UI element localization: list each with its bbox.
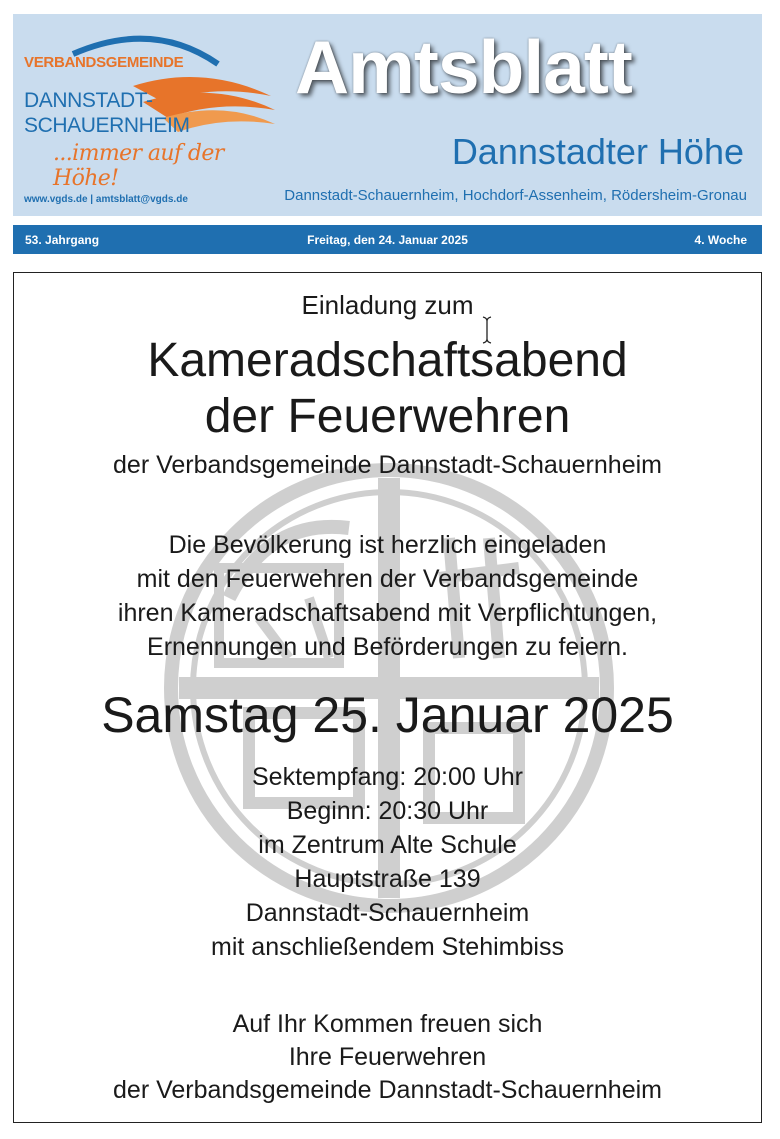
closing-line: Ihre Feuerwehren bbox=[288, 1043, 487, 1071]
closing bbox=[14, 1008, 761, 1107]
invitation-headline bbox=[14, 333, 761, 445]
body-line: mit den Feuerwehren der Verbandsgemeinde bbox=[136, 565, 639, 593]
masthead bbox=[13, 14, 762, 216]
logo-slogan: ...immer auf der Höhe! bbox=[53, 141, 224, 191]
invitation-box bbox=[13, 272, 762, 1123]
body-line: ihren Kameradschaftsabend mit Verpflichtungen, bbox=[117, 599, 658, 627]
detail-line: Hauptstraße 139 bbox=[294, 865, 481, 893]
headline-line-2: der Feuerwehren bbox=[204, 390, 571, 443]
week-label: 4. Woche bbox=[694, 233, 747, 247]
closing-line: der Verbandsgemeinde Dannstadt-Schauernheim bbox=[113, 1076, 662, 1104]
places-line: Dannstadt-Schauernheim, Hochdorf-Assenheim, Rödersheim-Gronau bbox=[284, 187, 747, 204]
logo-top-text: VERBANDSGEMEINDE bbox=[24, 54, 184, 71]
publication-title: Amtsblatt bbox=[295, 25, 632, 109]
publication-subtitle: Dannstadter Höhe bbox=[451, 131, 744, 172]
body-line: Die Bevölkerung ist herzlich eingeladen bbox=[168, 531, 607, 559]
invitation-intro: Einladung zum bbox=[301, 290, 474, 320]
volume-label: 53. Jahrgang bbox=[25, 233, 100, 247]
invitation-body bbox=[14, 528, 761, 664]
event-details bbox=[14, 760, 761, 964]
detail-line: mit anschließendem Stehimbiss bbox=[211, 933, 564, 961]
detail-line: im Zentrum Alte Schule bbox=[258, 831, 517, 859]
headline-line-1: Kameradschaftsabend bbox=[147, 334, 628, 387]
detail-line: Beginn: 20:30 Uhr bbox=[286, 797, 489, 825]
closing-line: Auf Ihr Kommen freuen sich bbox=[232, 1010, 543, 1038]
municipality-logo bbox=[13, 14, 283, 216]
detail-line: Sektempfang: 20:00 Uhr bbox=[252, 763, 523, 791]
issue-info-bar bbox=[13, 225, 762, 254]
logo-name-line-2: SCHAUERNHEIM bbox=[24, 114, 190, 137]
logo-name-line-1: DANNSTADT- bbox=[24, 89, 153, 112]
body-line: Ernennungen und Beförderungen zu feiern. bbox=[147, 633, 628, 661]
issue-date: Freitag, den 24. Januar 2025 bbox=[307, 233, 468, 247]
detail-line: Dannstadt-Schauernheim bbox=[245, 899, 530, 927]
organization-line: der Verbandsgemeinde Dannstadt-Schauernheim bbox=[113, 451, 662, 479]
logo-name bbox=[24, 88, 190, 138]
contact-line: www.vgds.de | amtsblatt@vgds.de bbox=[24, 194, 188, 205]
event-date: Samstag 25. Januar 2025 bbox=[101, 687, 674, 743]
